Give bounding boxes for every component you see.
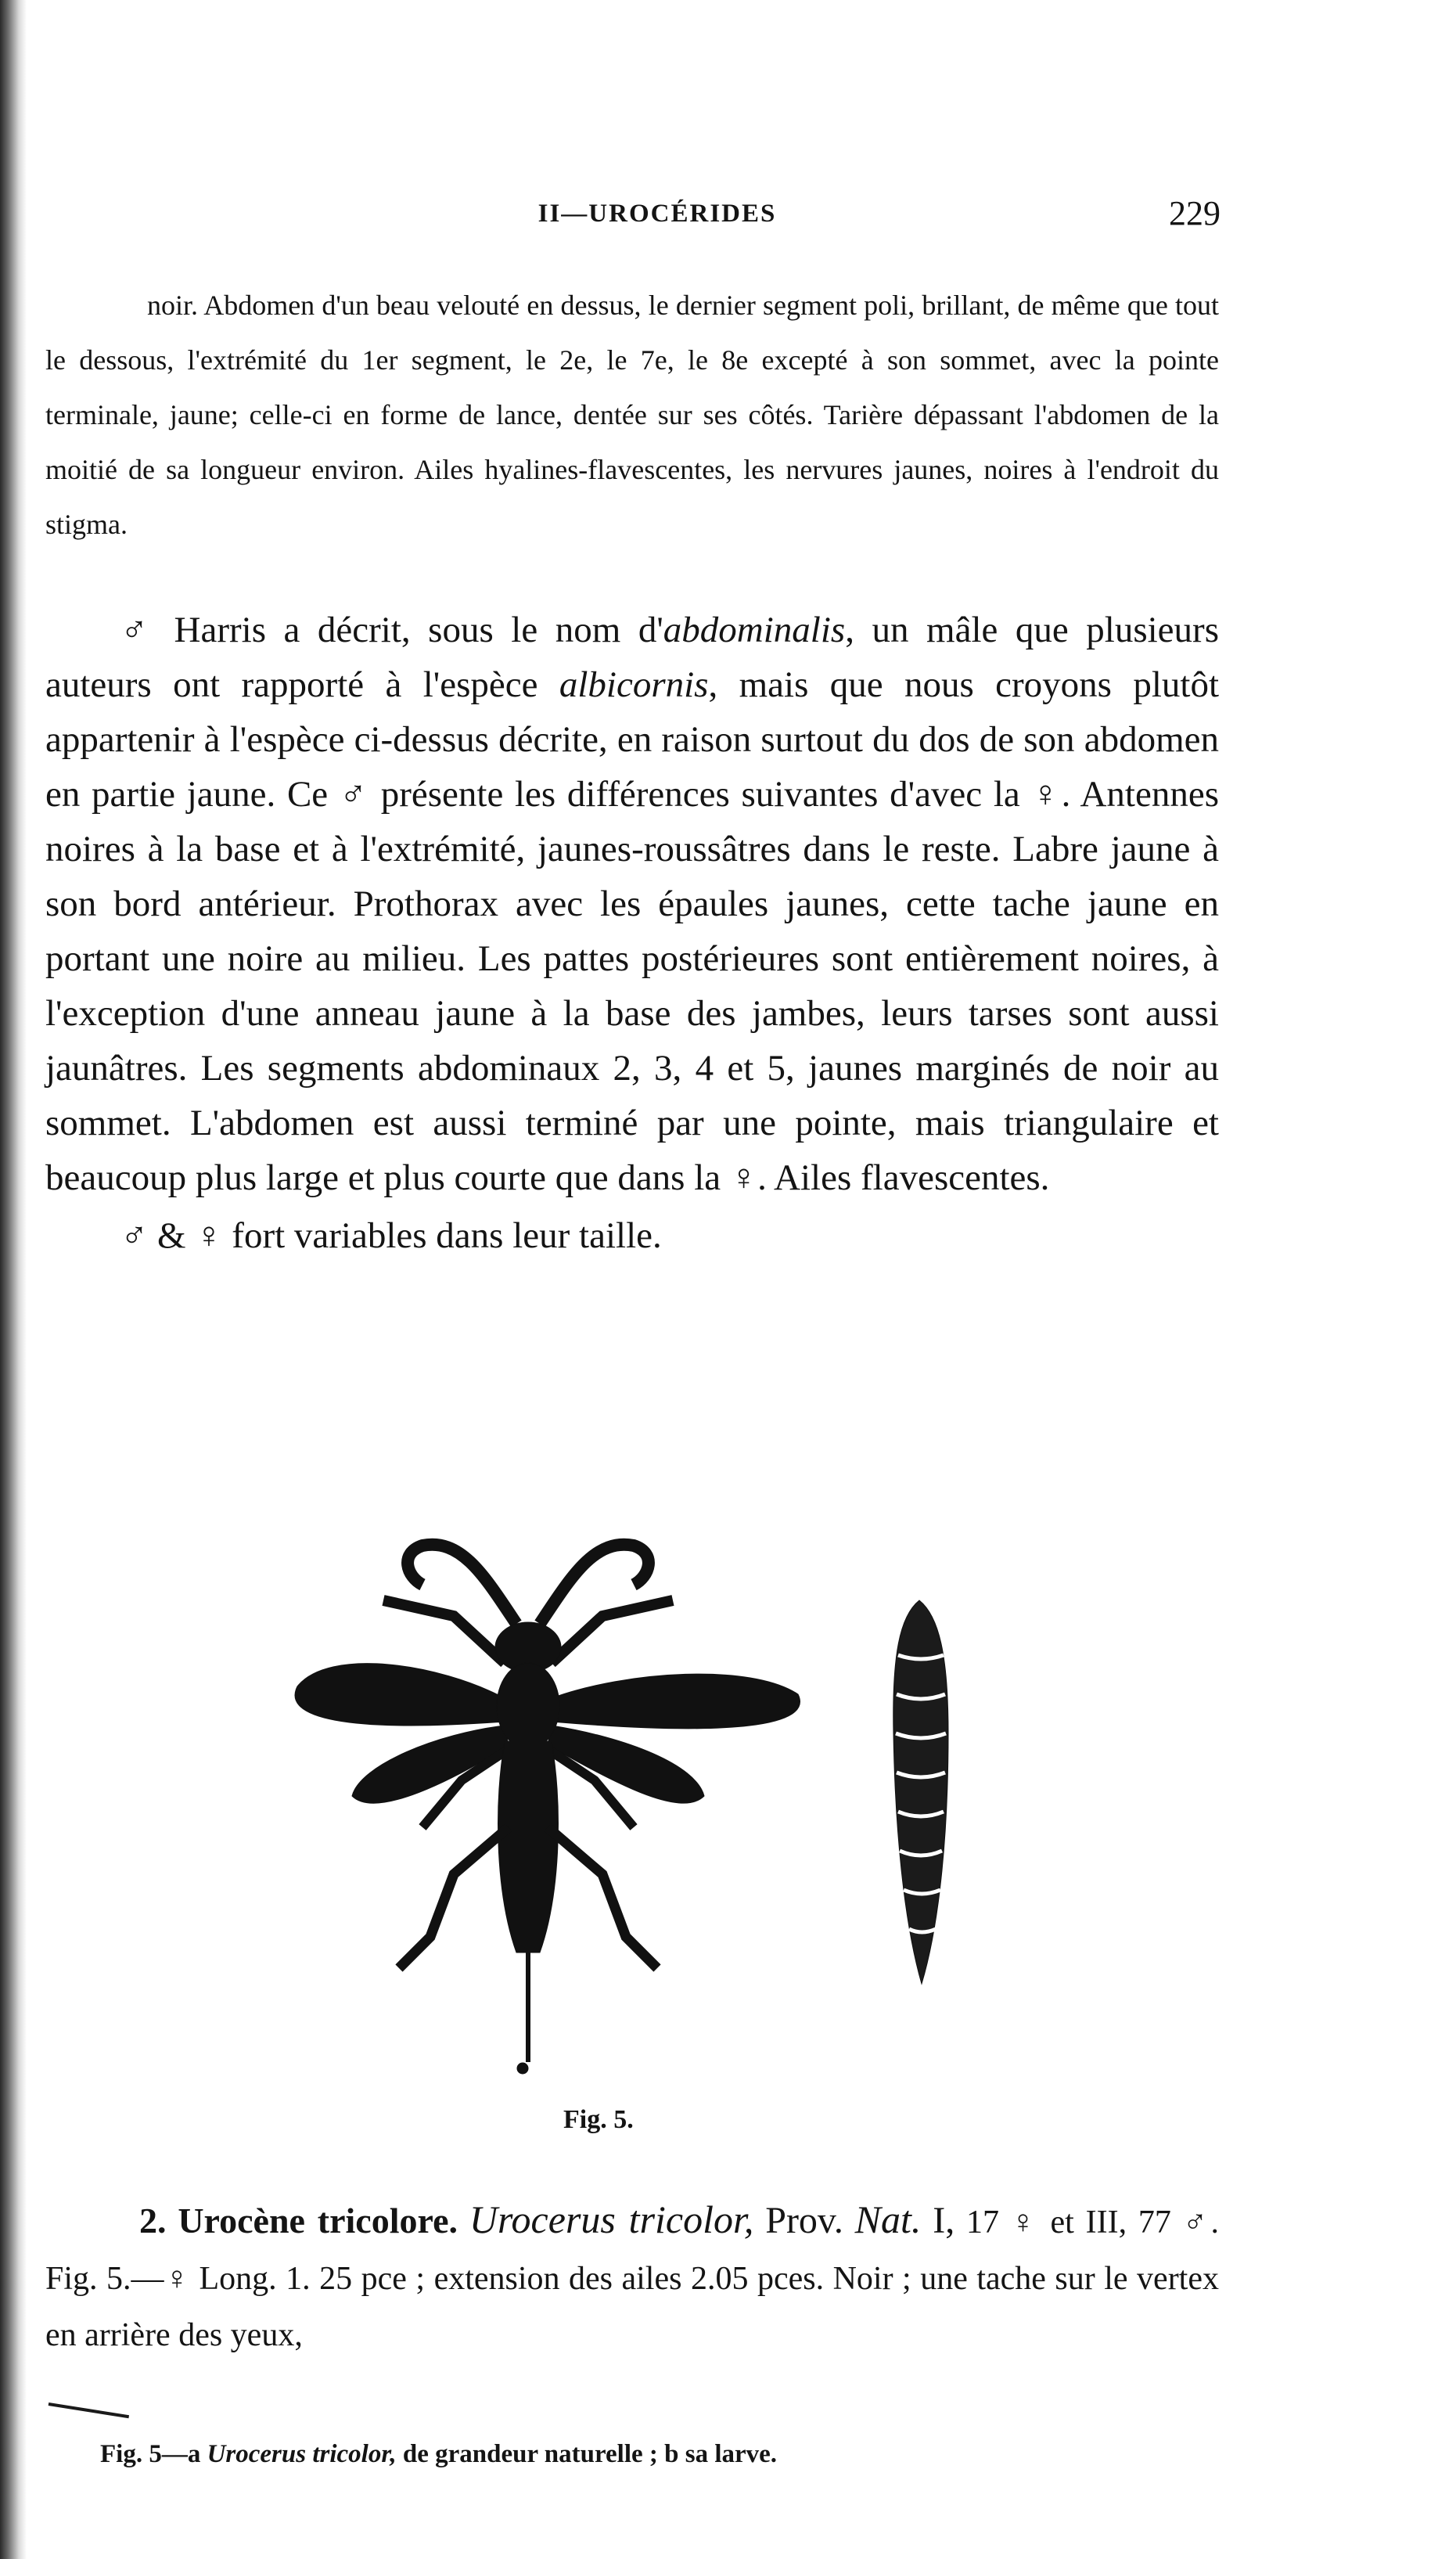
page-number: 229 <box>1169 194 1221 232</box>
entry-latin-name: Urocerus tricolor, <box>469 2197 754 2241</box>
description-paragraph: noir. Abdomen d'un beau velouté en dessus, le dernier segment poli, brillant, de même que tout le dessous, l'extrémité du 1er segment, le 2e, le 7e, le 8e excepté à son sommet, avec la pointe terminale, jaune; celle-ci en forme de lance, dentée sur ses côtés. Tarière dépassant l'abdomen de la moitié de sa longueur environ. Ailes hyalines-flavescentes, les nervures jaunes, noires à l'endroit du stigma. <box>45 290 1219 540</box>
male-paragraph <box>45 603 1219 1205</box>
figure-caption <box>100 2440 777 2469</box>
entry-ref-rest: 17 ♀ et III, 77 ♂. Fig. 5.—♀ Long. 1. 25 pce ; extension des ailes 2.05 pces. Noir ; une tache sur le vertex en arrière des yeux, <box>45 2204 1220 2353</box>
page-header <box>94 194 1221 247</box>
running-head: II—UROCÉRIDES <box>537 200 777 228</box>
page-edge-shadow <box>0 0 27 2559</box>
variability-line: ♂ & ♀ fort variables dans leur taille. <box>120 1215 662 1256</box>
caption-rest: de grandeur naturelle ; b sa larve. <box>402 2440 778 2468</box>
species-entry <box>45 2191 1219 2363</box>
right-hind-leg <box>548 1827 657 1968</box>
species-name-abdominalis: abdominalis <box>663 610 846 650</box>
caption-species: Urocerus tricolor, <box>207 2440 397 2468</box>
male-text-part1: ♂ Harris a décrit, sous le nom d' <box>120 610 663 650</box>
entry-number: 2. <box>139 2201 167 2240</box>
species-name-albicornis: albicornis <box>559 664 709 705</box>
entry-title: Urocène tricolore. <box>178 2201 458 2240</box>
left-forewing <box>295 1664 505 1726</box>
larva-drawing <box>893 1600 948 1984</box>
footnote-rule <box>49 2402 129 2418</box>
insect-illustration <box>282 1530 1001 2140</box>
male-text-part3: , mais que nous croyons plutôt appartenir à l'espèce ci-dessus décrite, en raison surtout du dos de son abdomen en partie jaune. Ce ♂ présente les différences suivantes d'avec la ♀. Antennes noires à la base et à l'extrémité, jaunes-roussâtres dans le reste. Labre jaune à son bord antérieur. Prothorax avec les épaules jaunes, cette tache jaune en portant une noire au milieu. Les pattes postérieures sont entièrement noires, à l'exception d'une anneau jaune à la base des jambes, leurs tarses sont aussi jaunâtres. Les segments abdominaux 2, 3, 4 et 5, jaunes marginés de noir au sommet. L'abdomen est aussi terminé par une pointe, mais triangulaire et beaucoup plus large et plus courte que dans la ♀. Ailes flavescentes. <box>45 664 1219 1198</box>
ovipositor-tip <box>517 2063 528 2074</box>
wasp-drawing <box>295 1545 800 2074</box>
abdomen <box>498 1741 559 1953</box>
male-text-part2: , un mâle que plusieurs auteurs ont rapporté à l'espèce <box>45 610 1219 705</box>
left-hind-leg <box>399 1827 509 1968</box>
main-text <box>45 603 1219 1263</box>
entry-paragraph <box>45 2191 1219 2363</box>
entry-ref-vol: I, <box>933 2200 955 2241</box>
caption-prefix: Fig. 5—a <box>100 2440 201 2468</box>
entry-ref-prov: Prov. <box>765 2200 843 2241</box>
figure-5 <box>282 1530 1001 2140</box>
figure-label: Fig. 5. <box>563 2105 634 2134</box>
right-forewing <box>552 1674 800 1729</box>
right-front-leg <box>552 1600 673 1663</box>
entry-ref-nat: Nat. <box>854 2197 922 2241</box>
left-front-leg <box>383 1600 505 1663</box>
thorax <box>497 1663 559 1749</box>
